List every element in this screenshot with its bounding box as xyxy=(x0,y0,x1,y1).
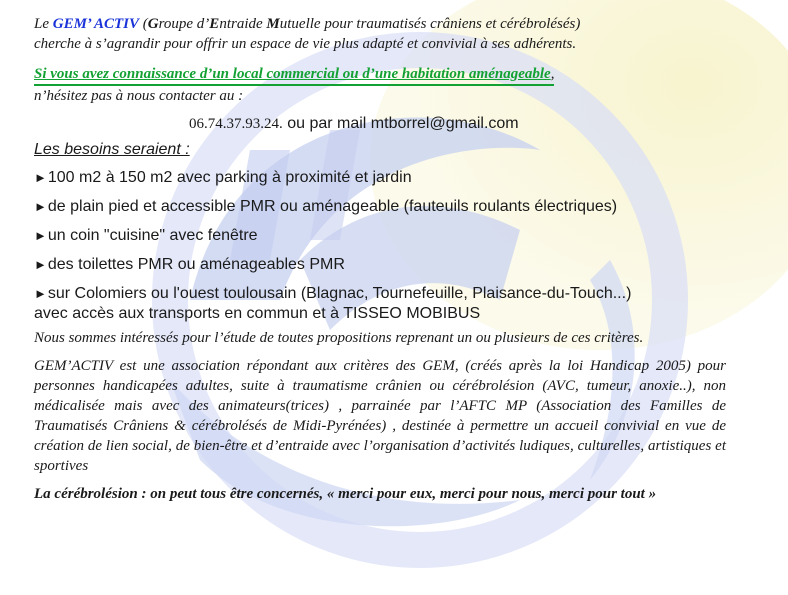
bullet-arrow-icon: ► xyxy=(34,286,47,301)
bullet-arrow-icon: ► xyxy=(34,228,47,243)
need-text: de plain pied et accessible PMR ou aménageable (fauteuils roulants électriques) xyxy=(47,198,618,215)
bullet-arrow-icon: ► xyxy=(34,199,47,214)
interest-paragraph: Nous sommes intéressés pour l’étude de toutes propositions reprenant un ou plusieurs de ces critères. xyxy=(34,330,644,346)
bullet-arrow-icon: ► xyxy=(34,257,47,272)
acronym-letter: M xyxy=(266,16,280,32)
need-text: des toilettes PMR ou aménageables PMR xyxy=(47,256,345,273)
intro-paragraph xyxy=(34,14,726,54)
acronym-letter: E xyxy=(209,16,220,32)
need-item xyxy=(34,168,726,188)
need-item xyxy=(34,255,726,275)
about-paragraph: GEM’ACTIV est une association répondant aux critères des GEM, (créés après la loi Handicap 2005) pour personnes handicapées adultes, suite à traumatisme crânien ou cérébrolésion (AVC, tumeur, anoxie..), non médicalisée mais avec des animateurs(trices) , parrainée par l’AFTC MP (Association des Familles de Traumatisés Crâniens & cérébrolésés de Midi-Pyrénées) , destinée à permettre un accueil convivial en vue de création de lien social, de bien-être et d’entraide avec l’organisation d’activités ludiques, culturelles, artistiques et sportives xyxy=(34,358,726,474)
call-text: n’hésitez pas à nous contacter au : xyxy=(34,88,244,104)
intro-text: utuelle pour traumatisés crâniens et cérébrolésés) xyxy=(279,16,581,32)
need-item xyxy=(34,226,726,246)
intro-text: ntraide xyxy=(219,16,267,32)
need-text: un coin "cuisine" avec fenêtre xyxy=(47,227,258,244)
call-paragraph xyxy=(34,64,726,106)
bullet-arrow-icon: ► xyxy=(34,170,47,185)
need-text: 100 m2 à 150 m2 avec parking à proximité et jardin xyxy=(47,169,412,186)
besoins-title: Les besoins seraient : xyxy=(34,141,190,158)
call-text: , xyxy=(550,66,555,82)
acronym-letter: G xyxy=(147,16,159,32)
need-text: sur Colomiers ou l'ouest toulousain (Blagnac, Tournefeuille, Plaisance-du-Touch...) xyxy=(47,285,632,302)
intro-text: cherche à s’agrandir pour offrir un espace de vie plus adapté et convivial à ses adhérents. xyxy=(34,36,577,52)
intro-text: Le xyxy=(34,16,53,32)
contact-line xyxy=(34,114,726,134)
gem-activ-name: GEM’ ACTIV xyxy=(52,16,140,32)
phone-number: 06.74.37.93.24. xyxy=(189,116,283,132)
email-text: ou par mail mtborrel@gmail.com xyxy=(282,115,519,132)
intro-text: roupe d’ xyxy=(158,16,210,32)
closing-paragraph: La cérébrolésion : on peut tous être concernés, « merci pour eux, merci pour nous, merci pour tout » xyxy=(34,486,657,502)
need-item xyxy=(34,284,726,324)
call-link-text: Si vous avez connaissance d’un local commercial ou d’une habitation aménageable xyxy=(34,66,551,82)
need-item xyxy=(34,197,726,217)
intro-text: ( xyxy=(139,16,148,32)
call-highlight xyxy=(34,64,554,86)
need-text: avec accès aux transports en commun et à TISSEO MOBIBUS xyxy=(34,305,481,322)
flyer-content xyxy=(34,14,726,504)
